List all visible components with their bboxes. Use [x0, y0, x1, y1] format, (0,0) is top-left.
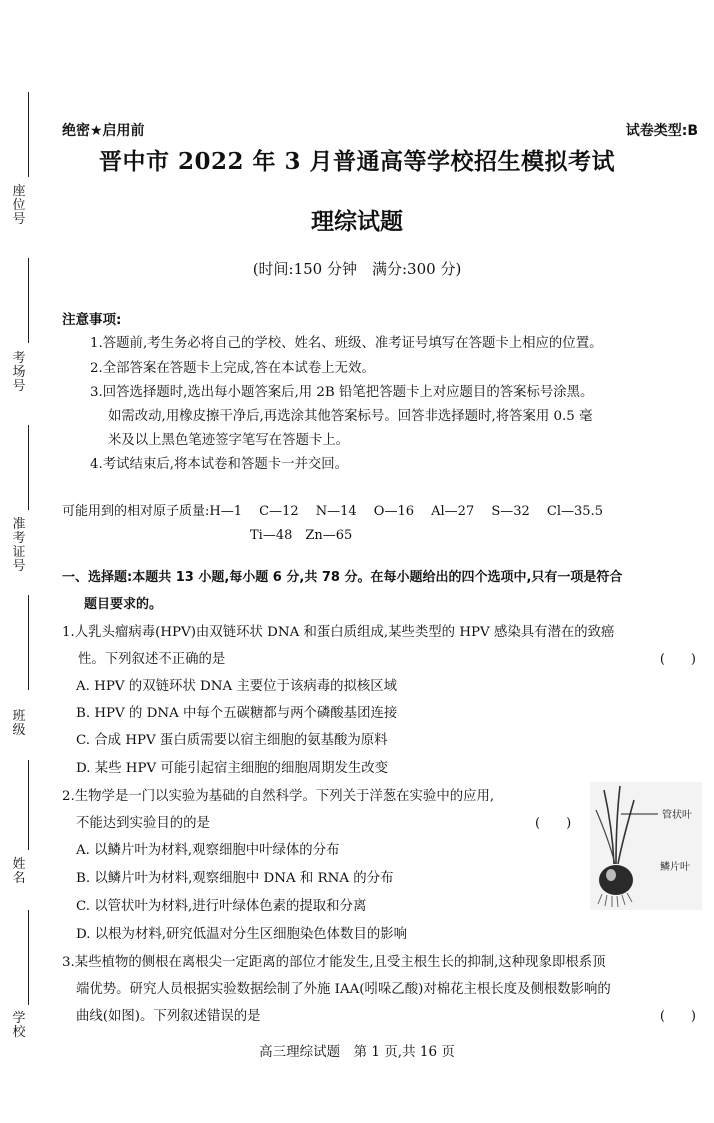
notes-heading: 注意事项:: [62, 312, 122, 328]
q3-stem-line-2: 端优势。研究人员根据实验数据绘制了外施 IAA(吲哚乙酸)对棉花主根长度及侧根数影响的: [76, 982, 611, 997]
note-2: 2.全部答案在答题卡上完成,答在本试卷上无效。: [90, 361, 375, 376]
secret-label: 绝密★启用前: [62, 123, 145, 139]
time-info: (时间:150 分钟 满分:300 分): [252, 260, 462, 278]
q2-option-a: A. 以鳞片叶为材料,观察细胞中叶绿体的分布: [76, 843, 340, 858]
onion-figure: [590, 782, 702, 910]
binding-label-school: 学 校: [12, 1011, 26, 1040]
atomic-mass-line-1: 可能用到的相对原子质量:H—1 C—12 N—14 O—16 Al—27 S—32 Cl—35.5: [62, 504, 603, 519]
paper-type: 试卷类型:B: [625, 123, 698, 139]
q2-option-c: C. 以管状叶为材料,进行叶绿体色素的提取和分离: [76, 899, 367, 914]
binding-label-name: 姓 名: [12, 857, 26, 886]
q3-stem-line-3: 曲线(如图)。下列叙述错误的是: [76, 1009, 261, 1024]
q2-option-d: D. 以根为材料,研究低温对分生区细胞染色体数目的影响: [76, 927, 408, 942]
note-4: 4.考试结束后,将本试卷和答题卡一并交回。: [90, 457, 349, 472]
q1-option-b: B. HPV 的 DNA 中每个五碳糖都与两个磷酸基团连接: [76, 706, 398, 721]
section-1-heading-cont: 题目要求的。: [84, 597, 163, 612]
q1-option-a: A. HPV 的双链环状 DNA 主要位于该病毒的拟核区域: [76, 679, 398, 694]
q3-answer-paren: ( ): [659, 1009, 696, 1024]
label-tubular-leaf: 管状叶: [662, 810, 692, 821]
q2-option-b: B. 以鳞片叶为材料,观察细胞中 DNA 和 RNA 的分布: [76, 871, 394, 886]
q2-stem-line-1: 2.生物学是一门以实验为基础的自然科学。下列关于洋葱在实验中的应用,: [62, 789, 495, 804]
binding-divider-6: [28, 910, 29, 1005]
q1-stem-line-1: 1.人乳头瘤病毒(HPV)由双链环状 DNA 和蛋白质组成,某些类型的 HPV 感染具有潜在的致癌: [62, 625, 615, 640]
binding-divider-3: [28, 425, 29, 510]
binding-divider-4: [28, 595, 29, 690]
onion-illustration: [590, 782, 702, 910]
paper-subtitle: 理综试题: [311, 208, 403, 235]
q1-option-d: D. 某些 HPV 可能引起宿主细胞的细胞周期发生改变: [76, 761, 389, 776]
q1-answer-paren: ( ): [659, 652, 696, 667]
section-1-heading: 一、选择题:本题共 13 小题,每小题 6 分,共 78 分。在每小题给出的四个选项中,只有一项是符合: [62, 570, 623, 585]
q2-answer-paren: ( ): [535, 816, 572, 831]
binding-label-room: 考 场 号: [12, 351, 26, 394]
q1-option-c: C. 合成 HPV 蛋白质需要以宿主细胞的氨基酸为原料: [76, 733, 388, 748]
note-1: 1.答题前,考生务必将自己的学校、姓名、班级、准考证号填写在答题卡上相应的位置。: [90, 336, 603, 351]
label-scale-leaf: 鳞片叶: [660, 862, 690, 873]
page-footer: 高三理综试题 第 1 页,共 16 页: [259, 1044, 455, 1060]
q3-stem-line-1: 3.某些植物的侧根在离根尖一定距离的部位才能发生,且受主根生长的抑制,这种现象即根系顶: [62, 955, 606, 970]
binding-divider-5: [28, 760, 29, 850]
atomic-mass-line-2: Ti—48 Zn—65: [250, 528, 353, 543]
binding-label-class: 班 级: [12, 709, 26, 738]
q1-stem-line-2: 性。下列叙述不正确的是: [78, 652, 226, 667]
exam-title: 晋中市 2022 年 3 月普通高等学校招生模拟考试: [98, 148, 616, 175]
note-3: 3.回答选择题时,选出每小题答案后,用 2B 铅笔把答题卡上对应题目的答案标号涂黑。: [90, 385, 594, 400]
note-3-cont-2: 米及以上黑色笔迹签字笔写在答题卡上。: [108, 433, 350, 448]
note-3-cont-1: 如需改动,用橡皮擦干净后,再选涂其他答案标号。回答非选择题时,将答案用 0.5 毫: [108, 409, 593, 424]
binding-label-ticket: 准 考 证 号: [12, 517, 26, 574]
binding-label-seat: 座 位 号: [12, 184, 26, 227]
q2-stem-line-2: 不能达到实验目的的是: [76, 816, 210, 831]
